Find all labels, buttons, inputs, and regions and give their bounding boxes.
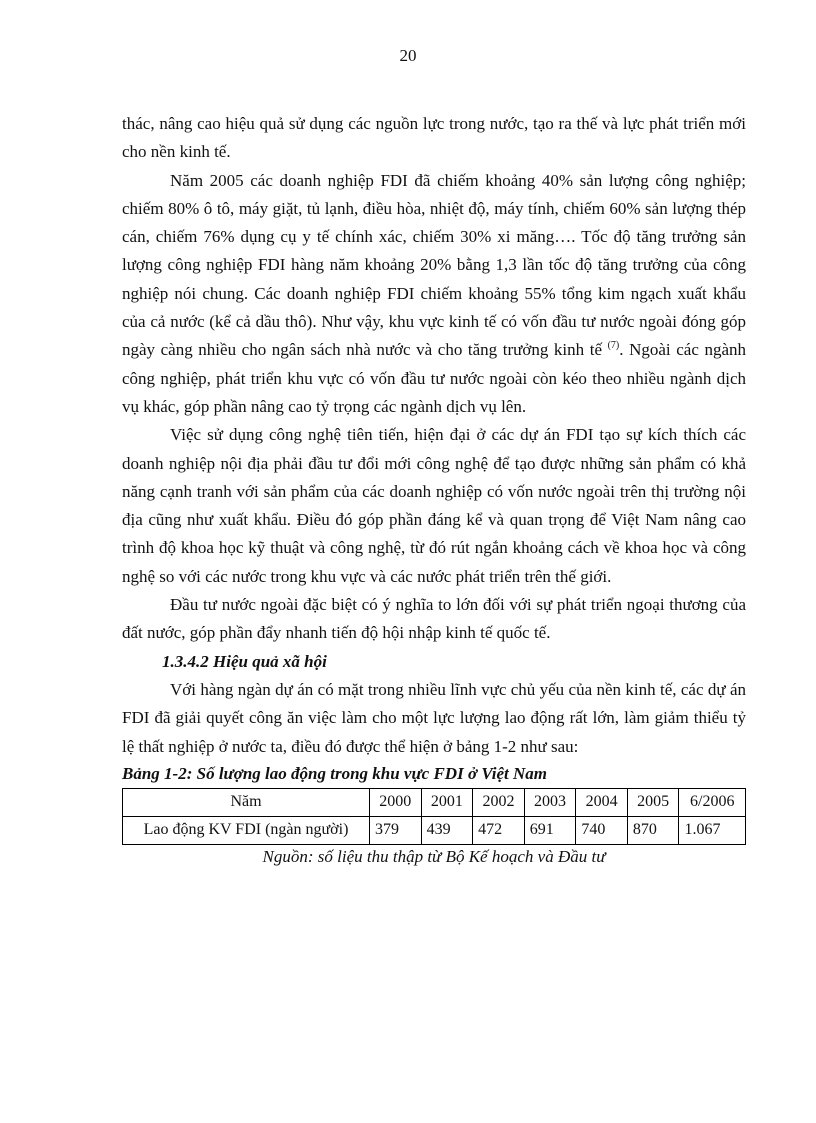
table-year-cell: 2002 (473, 788, 525, 816)
table-year-cell: 2004 (576, 788, 628, 816)
paragraph-5: Với hàng ngàn dự án có mặt trong nhiều lĩnh vực chủ yếu của nền kinh tế, các dự án FDI đã giải quyết công ăn việc làm cho một lực lượng lao động rất lớn, làm giảm thiểu tỷ lệ thất nghiệp ở nước ta, điều đó được thể hiện ở bảng 1-2 như sau: (122, 679, 746, 756)
table-value-cell: 691 (524, 816, 576, 844)
table-year-cell: 6/2006 (679, 788, 746, 816)
paragraph-2-text-cont: . Ngoài các ngành công nghiệp, phát triển khu vực có vốn đầu tư nước ngoài còn kéo theo nhiều ngành dịch vụ khác, góp phần nâng cao tỷ trọng các ngành dịch vụ lên. (122, 340, 746, 416)
paragraph-3: Việc sử dụng công nghệ tiên tiến, hiện đại ở các dự án FDI tạo sự kích thích các doanh nghiệp nội địa phải đầu tư đổi mới công nghệ để tạo được những sản phẩm có khả năng cạnh tranh với sản phẩm của các doanh nghiệp có vốn nước ngoài trên thị trường nội địa cũng như xuất khẩu. Điều đó góp phần đáng kể và quan trọng để Việt Nam nâng cao trình độ khoa học kỹ thuật và công nghệ, từ đó rút ngắn khoảng cách về khoa học và công nghệ so với các nước trong khu vực và các nước phát triển trên thế giới. (122, 425, 746, 586)
table-year-cell: 2000 (370, 788, 422, 816)
table-row-label: Lao động KV FDI (ngàn người) (123, 816, 370, 844)
table-year-cell: 2005 (627, 788, 679, 816)
table-year-cell: 2001 (421, 788, 473, 816)
table-source: Nguồn: số liệu thu thập từ Bộ Kế hoạch và Đầu tư (262, 846, 606, 866)
table-year-cell: 2003 (524, 788, 576, 816)
paragraph-2 (122, 167, 746, 422)
paragraph-4: Đầu tư nước ngoài đặc biệt có ý nghĩa to lớn đối với sự phát triển ngoại thương của đất nước, góp phần đẩy nhanh tiến độ hội nhập kinh tế quốc tế. (122, 595, 746, 643)
table-value-cell: 870 (627, 816, 679, 844)
table-header-label: Năm (123, 788, 370, 816)
table-value-cell: 472 (473, 816, 525, 844)
paragraph-2-text: Năm 2005 các doanh nghiệp FDI đã chiếm khoảng 40% sản lượng công nghiệp; chiếm 80% ô tô, máy giặt, tủ lạnh, điều hòa, nhiệt độ, máy tính, chiếm 60% sản lượng thép cán, chiếm 76% dụng cụ y tế chính xác, chiếm 30% xi măng…. Tốc độ tăng trưởng sản lượng công nghiệp FDI hàng năm khoảng 20% bằng 1,3 lần tốc độ tăng trưởng của công nghiệp nói chung. Các doanh nghiệp FDI chiếm khoảng 55% tổng kim ngạch xuất khẩu của cả nước (kể cả dầu thô). Như vậy, khu vực kinh tế có vốn đầu tư nước ngoài đóng góp ngày càng nhiều cho ngân sách nhà nước và cho tăng trưởng kinh tế (122, 170, 746, 360)
table-value-cell: 439 (421, 816, 473, 844)
table-value-cell: 379 (370, 816, 422, 844)
table-row (123, 816, 746, 844)
table-value-cell: 740 (576, 816, 628, 844)
table-caption: Bảng 1-2: Số lượng lao động trong khu vực FDI ở Việt Nam (122, 763, 547, 783)
table-value-cell: 1.067 (679, 816, 746, 844)
document-body (122, 110, 746, 868)
labor-table (122, 788, 746, 845)
reference-marker: (7) (607, 340, 620, 352)
page-number: 20 (399, 46, 417, 65)
table-header-row (123, 788, 746, 816)
paragraph-1: thác, nâng cao hiệu quả sử dụng các nguồn lực trong nước, tạo ra thế và lực phát triển mới cho nền kinh tế. (122, 114, 746, 162)
section-subheading: 1.3.4.2 Hiệu quả xã hội (162, 651, 327, 671)
